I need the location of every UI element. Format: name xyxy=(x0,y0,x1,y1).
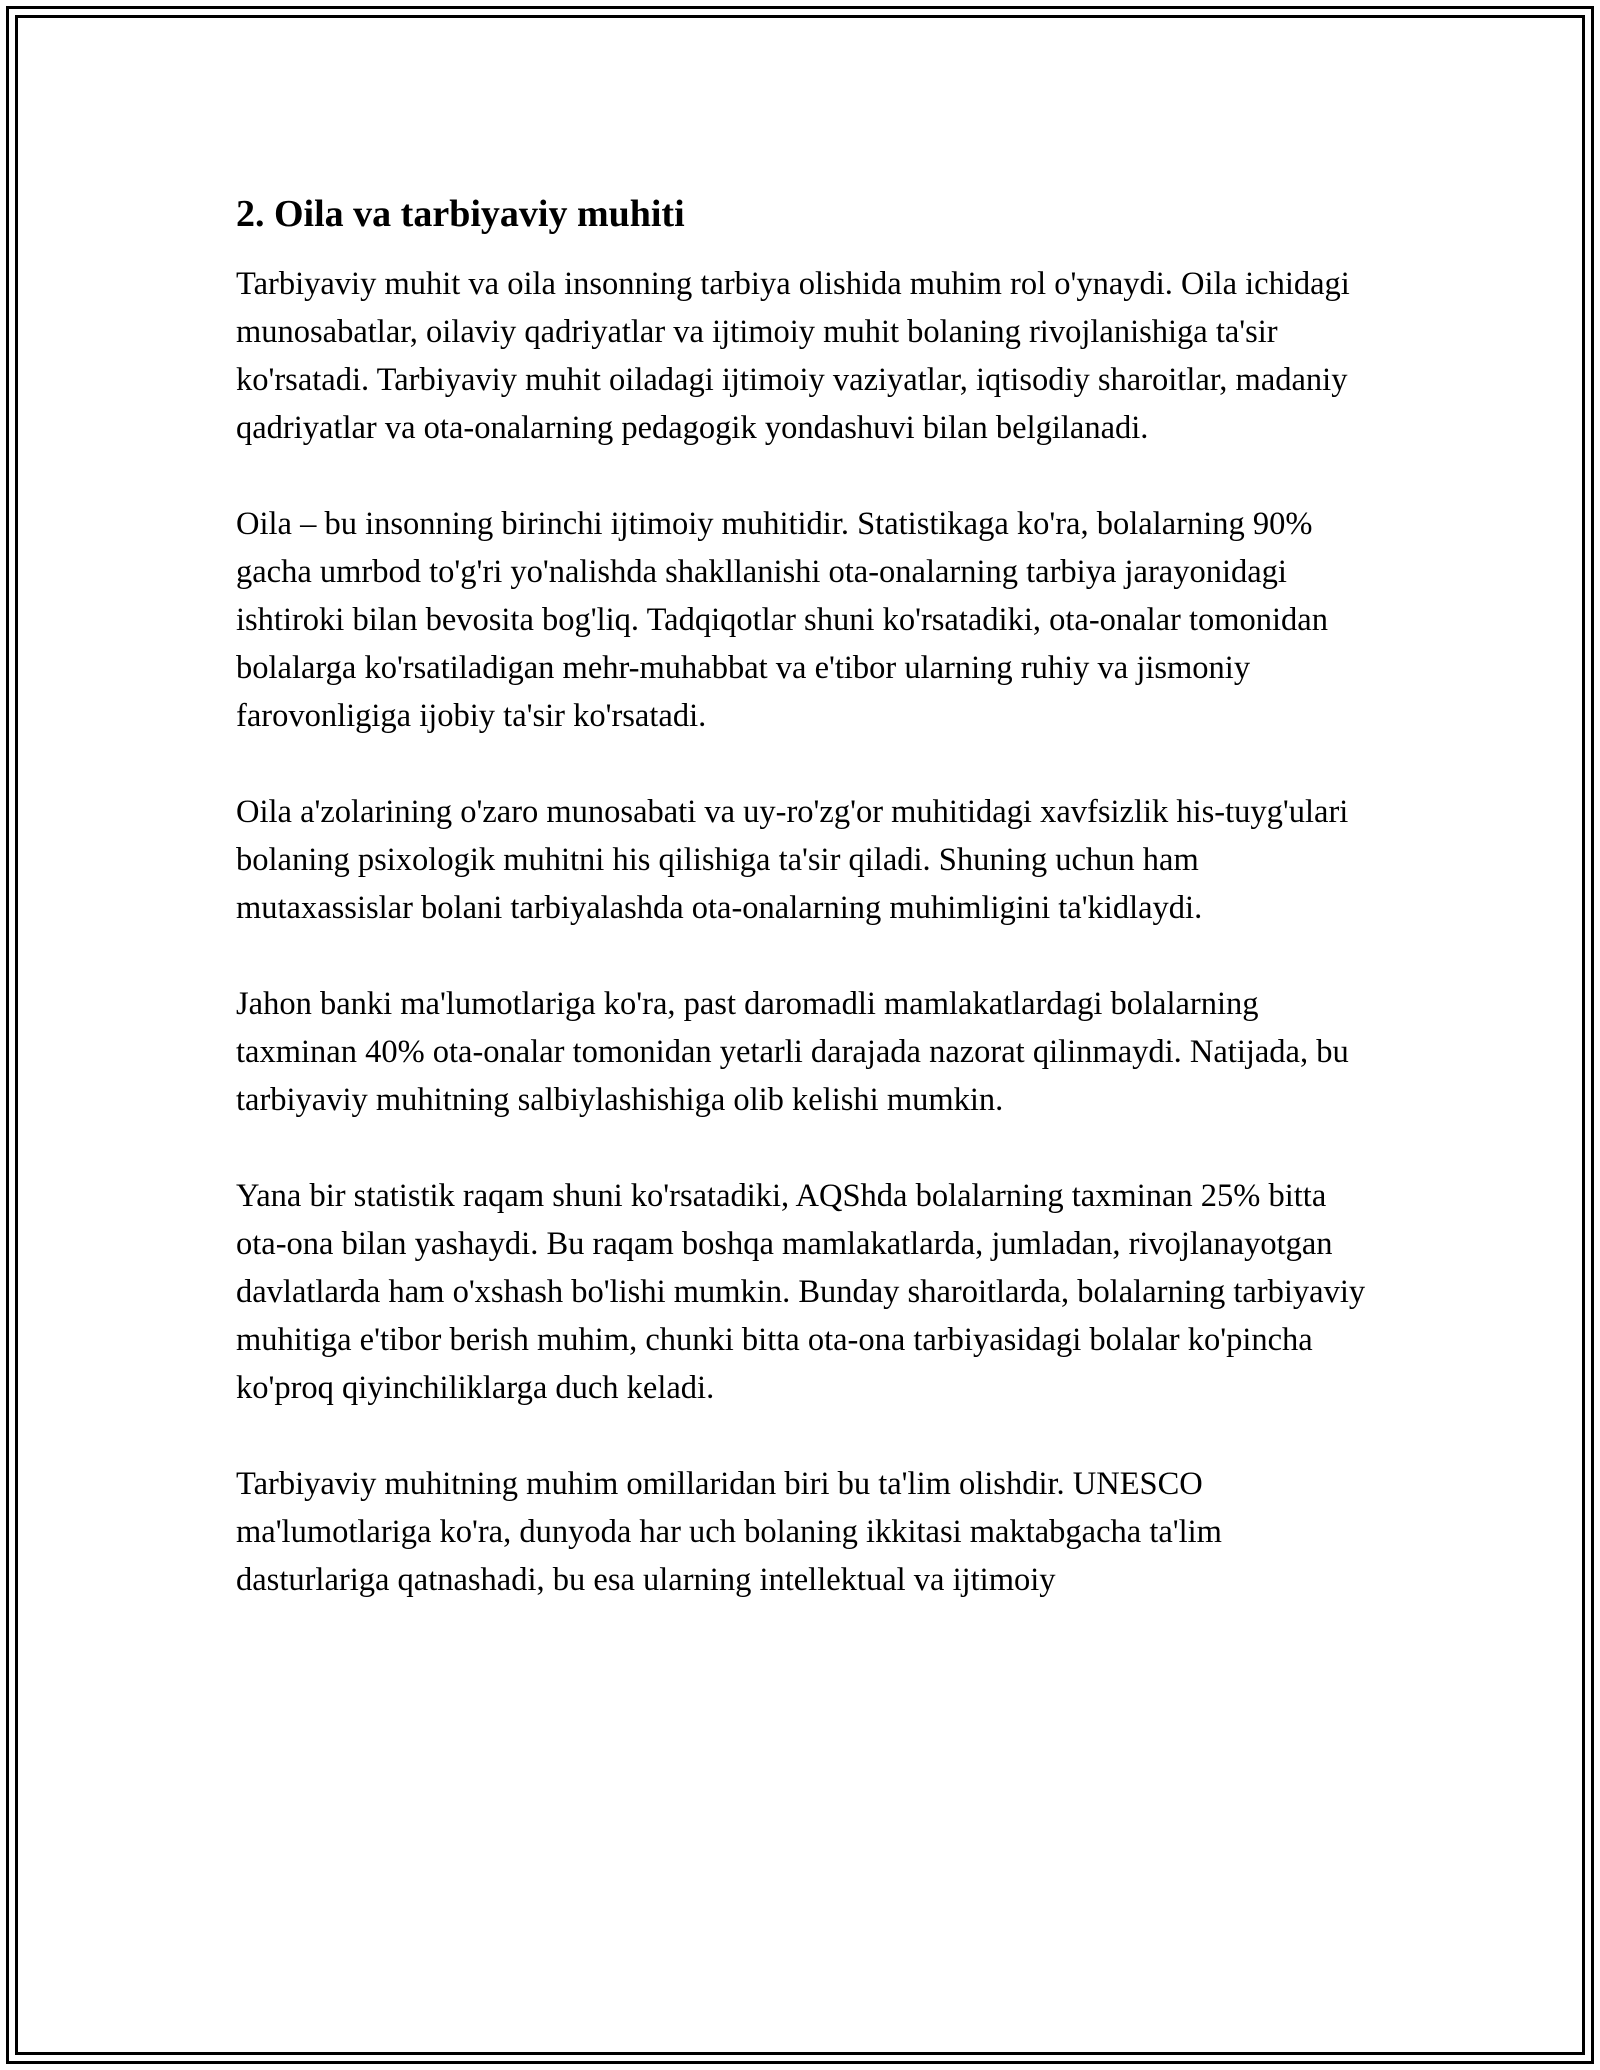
paragraph-2: Oila – bu insonning birinchi ijtimoiy muhitidir. Statistikaga ko'ra, bolalarning 90% gacha umrbod to'g'ri yo'nalishda shakllanishi ota-onalarning tarbiya jarayonidagi ishtiroki bilan bevosita bog'liq. Tadqiqotlar shuni ko'rsatadiki, ota-onalar tomonidan bolalarga ko'rsatiladigan mehr-muhabbat va e'tibor ularning ruhiy va jismoniy farovonligiga ijobiy ta'sir ko'rsatadi. xyxy=(236,506,1328,734)
document-body xyxy=(236,190,1376,1652)
paragraph-6: Tarbiyaviy muhitning muhim omillaridan biri bu ta'lim olishdir. UNESCO ma'lumotlariga ko'ra, dunyoda har uch bolaning ikkitasi maktabgacha ta'lim dasturlariga qatnashadi, bu esa ularning intellektual va ijtimoiy xyxy=(236,1466,1222,1598)
section-heading: 2. Oila va tarbiyaviy muhiti xyxy=(236,193,685,235)
paragraph-1: Tarbiyaviy muhit va oila insonning tarbiya olishida muhim rol o'ynaydi. Oila ichidagi munosabatlar, oilaviy qadriyatlar va ijtimoiy muhit bolaning rivojlanishiga ta'sir ko'rsatadi. Tarbiyaviy muhit oiladagi ijtimoiy vaziyatlar, iqtisodiy sharoitlar, madaniy qadriyatlar va ota-onalarning pedagogik yondashuvi bilan belgilanadi. xyxy=(236,266,1350,446)
paragraph-4: Jahon banki ma'lumotlariga ko'ra, past daromadli mamlakatlardagi bolalarning taxminan 40% ota-onalar tomonidan yetarli darajada nazorat qilinmaydi. Natijada, bu tarbiyaviy muhitning salbiylashishiga olib kelishi mumkin. xyxy=(236,986,1349,1118)
paragraph-5: Yana bir statistik raqam shuni ko'rsatadiki, AQShda bolalarning taxminan 25% bitta ota-ona bilan yashaydi. Bu raqam boshqa mamlakatlarda, jumladan, rivojlanayotgan davlatlarda ham o'xshash bo'lishi mumkin. Bunday sharoitlarda, bolalarning tarbiyaviy muhitiga e'tibor berish muhim, chunki bitta ota-ona tarbiyasidagi bolalar ko'pincha ko'proq qiyinchiliklarga duch keladi. xyxy=(236,1178,1366,1406)
paragraph-3: Oila a'zolarining o'zaro munosabati va uy-ro'zg'or muhitidagi xavfsizlik his-tuyg'ulari bolaning psixologik muhitni his qilishiga ta'sir qiladi. Shuning uchun ham mutaxassislar bolani tarbiyalashda ota-onalarning muhimligini ta'kidlaydi. xyxy=(236,794,1349,926)
